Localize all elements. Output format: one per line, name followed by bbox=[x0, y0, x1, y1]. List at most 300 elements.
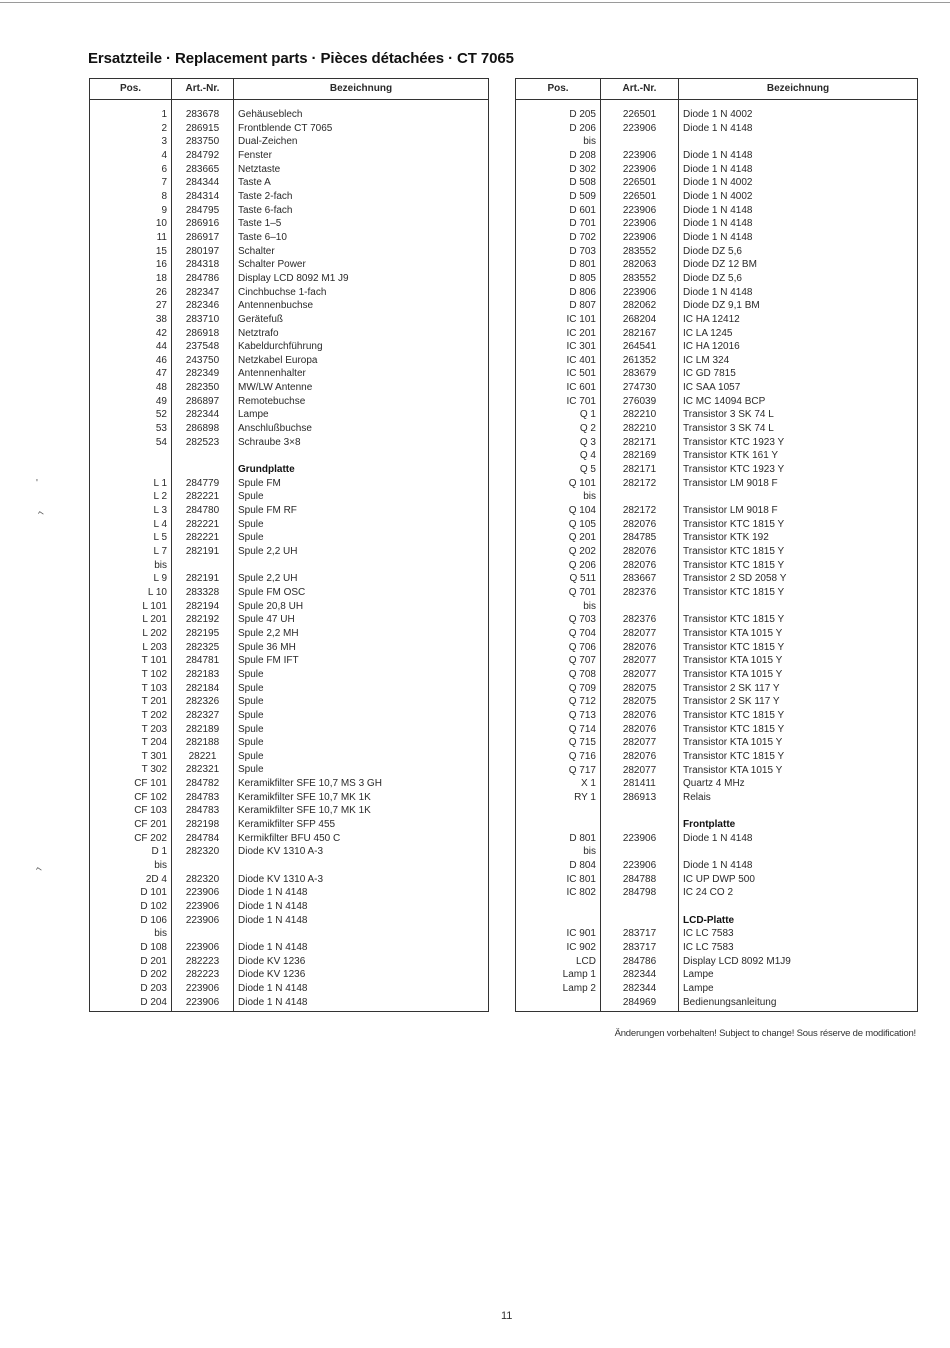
table-row bbox=[516, 764, 918, 778]
table-row bbox=[516, 968, 918, 982]
cell-pos: Q 1 bbox=[516, 408, 601, 422]
cell-pos: 48 bbox=[90, 381, 172, 395]
cell-art-nr: 282171 bbox=[601, 436, 679, 450]
table-row bbox=[516, 600, 918, 614]
cell-bezeichnung: Diode 1 N 4148 bbox=[234, 982, 489, 996]
cell-art-nr: 283717 bbox=[601, 927, 679, 941]
cell-pos: 11 bbox=[90, 231, 172, 245]
cell-pos: L 202 bbox=[90, 627, 172, 641]
cell-art-nr: 282327 bbox=[172, 709, 234, 723]
cell-bezeichnung: Spule bbox=[234, 709, 489, 723]
table-row bbox=[516, 750, 918, 764]
cell-pos: 42 bbox=[90, 327, 172, 341]
cell-pos: 38 bbox=[90, 313, 172, 327]
cell-bezeichnung: Spule bbox=[234, 723, 489, 737]
cell-art-nr: 282210 bbox=[601, 408, 679, 422]
cell-pos: 9 bbox=[90, 204, 172, 218]
table-row bbox=[90, 504, 489, 518]
cell-pos: Q 716 bbox=[516, 750, 601, 764]
cell-pos: Q 2 bbox=[516, 422, 601, 436]
cell-bezeichnung: Kabeldurchführung bbox=[234, 340, 489, 354]
table-row bbox=[90, 941, 489, 955]
cell-pos: Q 713 bbox=[516, 709, 601, 723]
cell-bezeichnung: Spule 47 UH bbox=[234, 613, 489, 627]
cell-bezeichnung: Diode 1 N 4148 bbox=[234, 900, 489, 914]
cell-art-nr: 282350 bbox=[172, 381, 234, 395]
table-row bbox=[516, 436, 918, 450]
cell-bezeichnung: Transistor KTC 1815 Y bbox=[679, 545, 918, 559]
table-row bbox=[90, 668, 489, 682]
cell-pos bbox=[516, 900, 601, 914]
cell-art-nr: 282344 bbox=[172, 408, 234, 422]
cell-pos: 1 bbox=[90, 100, 172, 122]
cell-art-nr: 223906 bbox=[601, 286, 679, 300]
cell-bezeichnung: IC GD 7815 bbox=[679, 367, 918, 381]
cell-bezeichnung: Lampe bbox=[679, 982, 918, 996]
table-row bbox=[516, 804, 918, 818]
cell-art-nr bbox=[601, 804, 679, 818]
cell-art-nr: 284783 bbox=[172, 804, 234, 818]
cell-pos: L 10 bbox=[90, 586, 172, 600]
cell-pos: IC 701 bbox=[516, 395, 601, 409]
cell-pos: 2D 4 bbox=[90, 873, 172, 887]
table-row bbox=[516, 886, 918, 900]
cell-art-nr bbox=[172, 449, 234, 463]
cell-art-nr: 282076 bbox=[601, 559, 679, 573]
cell-art-nr: 284969 bbox=[601, 996, 679, 1012]
cell-art-nr: 284786 bbox=[172, 272, 234, 286]
cell-bezeichnung: IC LC 7583 bbox=[679, 927, 918, 941]
cell-pos: X 1 bbox=[516, 777, 601, 791]
table-row bbox=[516, 531, 918, 545]
cell-pos bbox=[90, 449, 172, 463]
cell-bezeichnung: Diode 1 N 4002 bbox=[679, 190, 918, 204]
table-row bbox=[516, 996, 918, 1012]
cell-pos: 10 bbox=[90, 217, 172, 231]
cell-pos: D 601 bbox=[516, 204, 601, 218]
table-row bbox=[516, 395, 918, 409]
cell-pos: L 3 bbox=[90, 504, 172, 518]
table-row bbox=[90, 299, 489, 313]
table-row bbox=[516, 736, 918, 750]
cell-art-nr bbox=[601, 818, 679, 832]
table-row bbox=[90, 204, 489, 218]
cell-art-nr: 283552 bbox=[601, 272, 679, 286]
cell-bezeichnung: Remotebuchse bbox=[234, 395, 489, 409]
table-row bbox=[516, 204, 918, 218]
cell-bezeichnung: Spule bbox=[234, 490, 489, 504]
column-header-pos: Pos. bbox=[90, 79, 172, 100]
table-row bbox=[90, 313, 489, 327]
table-row bbox=[516, 258, 918, 272]
cell-bezeichnung: Spule bbox=[234, 531, 489, 545]
table-row bbox=[516, 572, 918, 586]
page-number: 11 bbox=[501, 1310, 513, 1322]
cell-art-nr: 283665 bbox=[172, 163, 234, 177]
cell-art-nr: 223906 bbox=[172, 941, 234, 955]
cell-bezeichnung: Diode 1 N 4148 bbox=[234, 914, 489, 928]
table-row bbox=[90, 272, 489, 286]
cell-pos: 2 bbox=[90, 122, 172, 136]
cell-bezeichnung: Taste 6–10 bbox=[234, 231, 489, 245]
cell-pos: Q 206 bbox=[516, 559, 601, 573]
cell-art-nr: 223906 bbox=[601, 204, 679, 218]
cell-art-nr: 284783 bbox=[172, 791, 234, 805]
cell-pos: T 102 bbox=[90, 668, 172, 682]
cell-bezeichnung: Spule 2,2 MH bbox=[234, 627, 489, 641]
table-row bbox=[90, 463, 489, 477]
cell-bezeichnung: Spule FM OSC bbox=[234, 586, 489, 600]
table-row bbox=[90, 845, 489, 859]
cell-art-nr: 243750 bbox=[172, 354, 234, 368]
cell-art-nr: 264541 bbox=[601, 340, 679, 354]
cell-bezeichnung: Transistor 3 SK 74 L bbox=[679, 422, 918, 436]
cell-bezeichnung: Diode 1 N 4148 bbox=[679, 204, 918, 218]
column-header-bezeichnung: Bezeichnung bbox=[234, 79, 489, 100]
table-row bbox=[516, 176, 918, 190]
cell-art-nr: 283750 bbox=[172, 135, 234, 149]
cell-bezeichnung: Transistor KTC 1815 Y bbox=[679, 586, 918, 600]
cell-pos: 27 bbox=[90, 299, 172, 313]
cell-pos: IC 601 bbox=[516, 381, 601, 395]
cell-art-nr: 223906 bbox=[601, 122, 679, 136]
table-row bbox=[90, 613, 489, 627]
cell-pos: IC 401 bbox=[516, 354, 601, 368]
cell-bezeichnung: Fenster bbox=[234, 149, 489, 163]
cell-bezeichnung: Transistor KTC 1815 Y bbox=[679, 559, 918, 573]
cell-bezeichnung: Diode 1 N 4148 bbox=[234, 996, 489, 1012]
cell-pos: D 203 bbox=[90, 982, 172, 996]
cell-art-nr: 280197 bbox=[172, 245, 234, 259]
cell-art-nr: 282223 bbox=[172, 955, 234, 969]
cell-art-nr: 286917 bbox=[172, 231, 234, 245]
cell-bezeichnung: Transistor 2 SD 2058 Y bbox=[679, 572, 918, 586]
cell-bezeichnung: Transistor KTC 1923 Y bbox=[679, 463, 918, 477]
table-row bbox=[90, 927, 489, 941]
table-row bbox=[90, 763, 489, 777]
cell-pos: D 206 bbox=[516, 122, 601, 136]
cell-bezeichnung: Diode 1 N 4148 bbox=[679, 217, 918, 231]
cell-bezeichnung bbox=[679, 600, 918, 614]
table-row bbox=[90, 627, 489, 641]
cell-art-nr: 282169 bbox=[601, 449, 679, 463]
cell-pos: IC 301 bbox=[516, 340, 601, 354]
cell-bezeichnung: Display LCD 8092 M1J9 bbox=[679, 955, 918, 969]
table-row bbox=[90, 804, 489, 818]
cell-art-nr: 284782 bbox=[172, 777, 234, 791]
table-row bbox=[516, 163, 918, 177]
cell-art-nr: 282349 bbox=[172, 367, 234, 381]
cell-art-nr: 284788 bbox=[601, 873, 679, 887]
cell-pos: L 1 bbox=[90, 477, 172, 491]
cell-art-nr: 223906 bbox=[601, 859, 679, 873]
table-row bbox=[90, 490, 489, 504]
table-row bbox=[90, 100, 489, 122]
cell-pos bbox=[90, 463, 172, 477]
cell-art-nr: 282221 bbox=[172, 531, 234, 545]
cell-bezeichnung: Display LCD 8092 M1 J9 bbox=[234, 272, 489, 286]
cell-art-nr: 282172 bbox=[601, 504, 679, 518]
cell-art-nr: 284798 bbox=[601, 886, 679, 900]
cell-art-nr: 284314 bbox=[172, 190, 234, 204]
cell-art-nr: 284784 bbox=[172, 832, 234, 846]
cell-bezeichnung: Spule bbox=[234, 682, 489, 696]
cell-bezeichnung: Taste 1–5 bbox=[234, 217, 489, 231]
table-row bbox=[516, 586, 918, 600]
table-row bbox=[516, 845, 918, 859]
cell-art-nr: 282172 bbox=[601, 477, 679, 491]
cell-art-nr: 283717 bbox=[601, 941, 679, 955]
cell-bezeichnung: Diode KV 1310 A-3 bbox=[234, 873, 489, 887]
cell-bezeichnung: Diode DZ 9,1 BM bbox=[679, 299, 918, 313]
cell-pos: 49 bbox=[90, 395, 172, 409]
cell-bezeichnung bbox=[234, 927, 489, 941]
top-rule bbox=[0, 2, 950, 3]
cell-bezeichnung: Dual-Zeichen bbox=[234, 135, 489, 149]
cell-bezeichnung bbox=[234, 449, 489, 463]
cell-bezeichnung: Diode 1 N 4148 bbox=[679, 149, 918, 163]
cell-pos: Q 715 bbox=[516, 736, 601, 750]
cell-art-nr: 282075 bbox=[601, 682, 679, 696]
cell-bezeichnung: Transistor 2 SK 117 Y bbox=[679, 682, 918, 696]
cell-bezeichnung: Gerätefuß bbox=[234, 313, 489, 327]
table-row bbox=[90, 777, 489, 791]
table-row bbox=[90, 354, 489, 368]
cell-art-nr: 223906 bbox=[172, 996, 234, 1012]
table-row bbox=[516, 955, 918, 969]
table-row bbox=[90, 586, 489, 600]
cell-bezeichnung: Transistor KTC 1815 Y bbox=[679, 723, 918, 737]
table-row bbox=[516, 422, 918, 436]
table-row bbox=[90, 832, 489, 846]
cell-art-nr: 284785 bbox=[601, 531, 679, 545]
cell-bezeichnung: Diode DZ 5,6 bbox=[679, 272, 918, 286]
cell-art-nr: 282183 bbox=[172, 668, 234, 682]
cell-art-nr: 282321 bbox=[172, 763, 234, 777]
cell-pos: L 2 bbox=[90, 490, 172, 504]
cell-art-nr: 282076 bbox=[601, 545, 679, 559]
cell-pos: T 301 bbox=[90, 750, 172, 764]
table-row bbox=[90, 709, 489, 723]
cell-pos: CF 202 bbox=[90, 832, 172, 846]
table-row bbox=[90, 340, 489, 354]
cell-bezeichnung: Spule bbox=[234, 763, 489, 777]
cell-bezeichnung: Diode 1 N 4002 bbox=[679, 176, 918, 190]
cell-pos: Lamp 1 bbox=[516, 968, 601, 982]
cell-pos: T 103 bbox=[90, 682, 172, 696]
cell-pos: D 101 bbox=[90, 886, 172, 900]
table-row bbox=[516, 340, 918, 354]
table-row bbox=[90, 477, 489, 491]
table-row bbox=[90, 217, 489, 231]
cell-bezeichnung: Spule FM bbox=[234, 477, 489, 491]
cell-bezeichnung: Keramikfilter SFP 455 bbox=[234, 818, 489, 832]
table-row bbox=[516, 504, 918, 518]
cell-art-nr: 284786 bbox=[601, 955, 679, 969]
cell-bezeichnung: Frontblende CT 7065 bbox=[234, 122, 489, 136]
cell-bezeichnung: Spule 20,8 UH bbox=[234, 600, 489, 614]
table-row bbox=[516, 941, 918, 955]
cell-bezeichnung: Spule 2,2 UH bbox=[234, 545, 489, 559]
table-header-row bbox=[516, 79, 918, 100]
table-row bbox=[516, 477, 918, 491]
cell-pos: D 807 bbox=[516, 299, 601, 313]
table-row bbox=[90, 559, 489, 573]
cell-art-nr: 282221 bbox=[172, 518, 234, 532]
table-row bbox=[516, 245, 918, 259]
cell-bezeichnung: Transistor KTA 1015 Y bbox=[679, 736, 918, 750]
cell-bezeichnung: Netztrafo bbox=[234, 327, 489, 341]
cell-pos: bis bbox=[90, 559, 172, 573]
table-row bbox=[516, 682, 918, 696]
table-row bbox=[516, 818, 918, 832]
cell-pos: IC 801 bbox=[516, 873, 601, 887]
cell-pos: D 805 bbox=[516, 272, 601, 286]
cell-art-nr: 223906 bbox=[172, 914, 234, 928]
cell-bezeichnung: Spule FM RF bbox=[234, 504, 489, 518]
cell-art-nr: 276039 bbox=[601, 395, 679, 409]
cell-art-nr: 284318 bbox=[172, 258, 234, 272]
section-heading: Frontplatte bbox=[679, 818, 918, 832]
cell-pos bbox=[516, 996, 601, 1012]
cell-bezeichnung: Schraube 3×8 bbox=[234, 436, 489, 450]
cell-pos: L 101 bbox=[90, 600, 172, 614]
cell-pos: Q 703 bbox=[516, 613, 601, 627]
cell-bezeichnung: MW/LW Antenne bbox=[234, 381, 489, 395]
cell-pos: bis bbox=[516, 600, 601, 614]
cell-art-nr: 283710 bbox=[172, 313, 234, 327]
cell-bezeichnung: Diode 1 N 4148 bbox=[679, 286, 918, 300]
cell-pos: D 208 bbox=[516, 149, 601, 163]
table-row bbox=[90, 955, 489, 969]
cell-pos: Q 704 bbox=[516, 627, 601, 641]
table-row bbox=[90, 163, 489, 177]
cell-art-nr: 282063 bbox=[601, 258, 679, 272]
cell-art-nr: 261352 bbox=[601, 354, 679, 368]
cell-pos: D 509 bbox=[516, 190, 601, 204]
table-row bbox=[90, 381, 489, 395]
table-row bbox=[90, 367, 489, 381]
cell-pos: 15 bbox=[90, 245, 172, 259]
cell-pos: D 806 bbox=[516, 286, 601, 300]
cell-bezeichnung bbox=[679, 845, 918, 859]
table-row bbox=[90, 422, 489, 436]
cell-art-nr bbox=[172, 927, 234, 941]
cell-pos: RY 1 bbox=[516, 791, 601, 805]
cell-pos: D 701 bbox=[516, 217, 601, 231]
cell-bezeichnung: Schalter Power bbox=[234, 258, 489, 272]
cell-art-nr: 282077 bbox=[601, 627, 679, 641]
table-row bbox=[516, 100, 918, 122]
cell-pos: CF 103 bbox=[90, 804, 172, 818]
table-row bbox=[90, 449, 489, 463]
cell-pos: Q 709 bbox=[516, 682, 601, 696]
cell-bezeichnung: Schalter bbox=[234, 245, 489, 259]
cell-art-nr: 282326 bbox=[172, 695, 234, 709]
cell-art-nr: 283328 bbox=[172, 586, 234, 600]
cell-art-nr: 282167 bbox=[601, 327, 679, 341]
cell-art-nr: 282376 bbox=[601, 586, 679, 600]
cell-pos: D 703 bbox=[516, 245, 601, 259]
cell-bezeichnung: Keramikfilter SFE 10,7 MK 1K bbox=[234, 804, 489, 818]
cell-art-nr: 282523 bbox=[172, 436, 234, 450]
cell-art-nr: 282076 bbox=[601, 709, 679, 723]
cell-bezeichnung: Taste A bbox=[234, 176, 489, 190]
cell-pos: D 204 bbox=[90, 996, 172, 1012]
cell-pos: D 202 bbox=[90, 968, 172, 982]
cell-art-nr: 282223 bbox=[172, 968, 234, 982]
cell-bezeichnung: Diode 1 N 4148 bbox=[234, 886, 489, 900]
cell-art-nr bbox=[172, 463, 234, 477]
cell-art-nr: 282184 bbox=[172, 682, 234, 696]
cell-bezeichnung bbox=[234, 859, 489, 873]
cell-art-nr: 286918 bbox=[172, 327, 234, 341]
cell-art-nr: 282191 bbox=[172, 545, 234, 559]
table-row bbox=[516, 777, 918, 791]
cell-pos: D 102 bbox=[90, 900, 172, 914]
cell-pos: D 801 bbox=[516, 832, 601, 846]
cell-bezeichnung: Diode 1 N 4148 bbox=[679, 859, 918, 873]
cell-art-nr: 284795 bbox=[172, 204, 234, 218]
cell-art-nr: 284792 bbox=[172, 149, 234, 163]
cell-art-nr: 223906 bbox=[601, 832, 679, 846]
cell-art-nr: 282194 bbox=[172, 600, 234, 614]
cell-bezeichnung: Lampe bbox=[679, 968, 918, 982]
cell-bezeichnung: Transistor KTK 192 bbox=[679, 531, 918, 545]
cell-bezeichnung: Transistor KTA 1015 Y bbox=[679, 627, 918, 641]
cell-pos: 18 bbox=[90, 272, 172, 286]
cell-bezeichnung: Spule bbox=[234, 750, 489, 764]
table-row bbox=[516, 545, 918, 559]
cell-bezeichnung: Spule bbox=[234, 668, 489, 682]
table-row bbox=[516, 927, 918, 941]
table-row bbox=[90, 122, 489, 136]
cell-art-nr: 286915 bbox=[172, 122, 234, 136]
cell-art-nr: 282320 bbox=[172, 845, 234, 859]
table-row bbox=[516, 641, 918, 655]
cell-pos: IC 501 bbox=[516, 367, 601, 381]
cell-pos: LCD bbox=[516, 955, 601, 969]
cell-bezeichnung: Transistor KTC 1815 Y bbox=[679, 750, 918, 764]
table-row bbox=[90, 190, 489, 204]
cell-pos bbox=[516, 804, 601, 818]
table-row bbox=[90, 286, 489, 300]
table-row bbox=[516, 149, 918, 163]
cell-pos: Q 701 bbox=[516, 586, 601, 600]
table-row bbox=[90, 395, 489, 409]
cell-art-nr bbox=[601, 135, 679, 149]
table-row bbox=[516, 873, 918, 887]
cell-bezeichnung: Transistor KTC 1815 Y bbox=[679, 518, 918, 532]
table-row bbox=[516, 449, 918, 463]
cell-art-nr: 282344 bbox=[601, 968, 679, 982]
scan-mark: ⌐ bbox=[35, 507, 47, 520]
table-row bbox=[516, 408, 918, 422]
table-row bbox=[516, 354, 918, 368]
cell-pos: CF 201 bbox=[90, 818, 172, 832]
cell-bezeichnung: Transistor 2 SK 117 Y bbox=[679, 695, 918, 709]
table-row bbox=[90, 135, 489, 149]
cell-art-nr: 223906 bbox=[601, 163, 679, 177]
cell-bezeichnung: IC HA 12412 bbox=[679, 313, 918, 327]
cell-art-nr: 237548 bbox=[172, 340, 234, 354]
table-row bbox=[516, 381, 918, 395]
cell-bezeichnung: IC LM 324 bbox=[679, 354, 918, 368]
column-header-bezeichnung: Bezeichnung bbox=[679, 79, 918, 100]
cell-bezeichnung: Diode KV 1310 A-3 bbox=[234, 845, 489, 859]
cell-bezeichnung: IC UP DWP 500 bbox=[679, 873, 918, 887]
cell-art-nr: 282346 bbox=[172, 299, 234, 313]
